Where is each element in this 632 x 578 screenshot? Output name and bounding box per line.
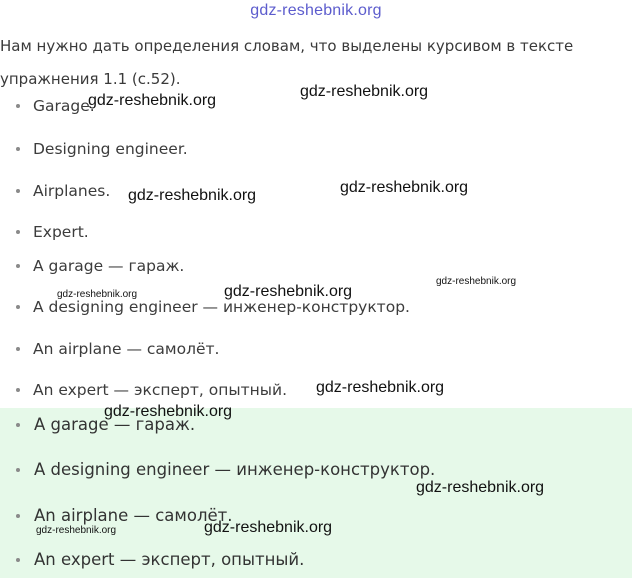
watermark: gdz-reshebnik.org [436, 276, 517, 287]
list-item [16, 97, 95, 115]
watermark: gdz-reshebnik.org [204, 519, 333, 536]
watermark: gdz-reshebnik.org [36, 525, 117, 536]
list-item-text: Designing engineer. [33, 140, 188, 158]
site-watermark-top: gdz-reshebnik.org [250, 2, 382, 19]
bullet-icon [16, 264, 20, 268]
watermark: gdz-reshebnik.org [300, 83, 429, 100]
list-item-text: An airplane — самолёт. [33, 340, 220, 358]
list-item-text: Garage. [33, 97, 95, 115]
list-item-text: A designing engineer — инженер-конструктор. [33, 298, 410, 316]
watermark: gdz-reshebnik.org [416, 479, 545, 496]
highlighted-list-item [16, 550, 304, 569]
list-item-text: A garage — гараж. [33, 257, 185, 275]
list-item-text: An expert — эксперт, опытный. [34, 550, 305, 569]
bullet-icon [16, 388, 20, 392]
bullet-icon [16, 104, 20, 108]
watermark: gdz-reshebnik.org [57, 289, 138, 300]
list-item [16, 140, 188, 158]
list-item [16, 381, 287, 399]
bullet-icon [16, 189, 20, 193]
list-item [16, 340, 219, 358]
highlighted-list-item [16, 460, 435, 479]
bullet-icon [16, 423, 20, 427]
bullet-icon [16, 347, 20, 351]
watermark: gdz-reshebnik.org [224, 283, 353, 300]
bullet-icon [16, 558, 20, 562]
list-item-text: Airplanes. [33, 182, 111, 200]
intro-paragraph: Нам нужно дать определения словам, что выделены курсивом в тексте упражнения 1.1 (с.52). [0, 37, 574, 88]
bullet-icon [16, 514, 20, 518]
watermark: gdz-reshebnik.org [104, 403, 233, 420]
watermark: gdz-reshebnik.org [88, 92, 217, 109]
bullet-icon [16, 305, 20, 309]
list-item-text: A garage — гараж. [34, 415, 196, 434]
watermark: gdz-reshebnik.org [340, 179, 469, 196]
highlighted-list-item [16, 506, 233, 525]
bullet-icon [16, 147, 20, 151]
list-item-text: Expert. [33, 223, 89, 241]
list-item-text: An expert — эксперт, опытный. [33, 381, 288, 399]
list-item [16, 182, 110, 200]
bullet-icon [16, 230, 20, 234]
bullet-icon [16, 468, 20, 472]
list-item [16, 223, 89, 241]
list-item [16, 257, 184, 275]
watermark: gdz-reshebnik.org [316, 379, 445, 396]
watermark: gdz-reshebnik.org [128, 187, 257, 204]
list-item-text: An airplane — самолёт. [34, 506, 233, 525]
list-item-text: A designing engineer — инженер-конструктор. [34, 460, 436, 479]
